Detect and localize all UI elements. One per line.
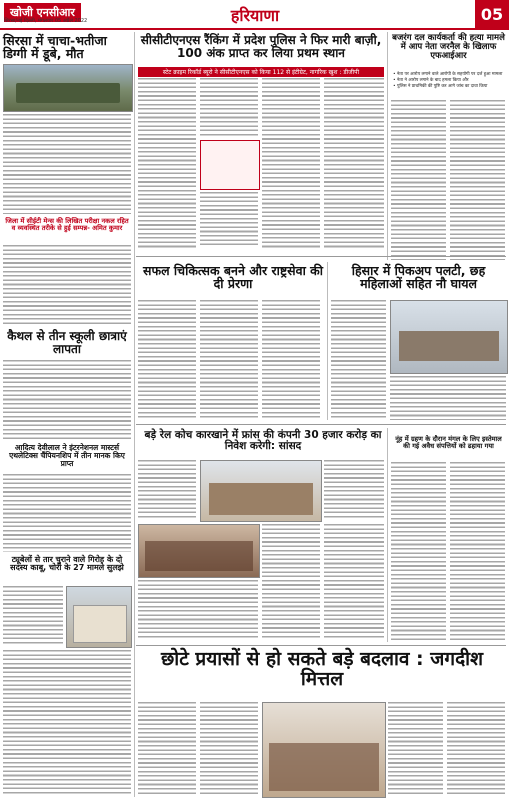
article-body-rail-b [324,460,384,520]
headline-sirsa: सिरसा में चाचा-भतीजा डिग्गी में डूबे, मौत [3,33,107,62]
article-body-doctor-a [138,300,196,420]
article-body-cctns-b [200,78,258,138]
headline-tubewell: ट्यूबेलों से तार चुराने वाले गिरोह के दो सदस्य काबू, चोरी के 27 मामले सुलझे [10,555,124,573]
headline-aditya: आदित्य देवीलाल ने इंटरनेशनल मास्टर्स एथलेटिक्स चैंपियनशिप में तीन मानक किए प्राप्त [9,443,125,468]
article-body-cet [3,245,131,325]
article-body-cctns-d [262,78,320,248]
article-body-sirsa [3,114,131,214]
article-body-hisar-a [331,300,386,420]
dateline: सिरसा/नई दिल्ली, मंगलवार 05 अप्रैल 2022 [4,18,88,24]
article-body-doctor-c [262,300,320,420]
section-title: हरियाणा [230,6,280,25]
column-rule [327,262,328,420]
article-body-rail-e [324,524,384,640]
headline-cctns: सीसीटीएनएस रैंकिंग में प्रदेश पुलिस ने फिर मारी बाज़ी, 100 अंक प्राप्त कर लिया प्रथम स्थान [140,33,382,60]
article-body-tubewell-a [3,586,63,646]
bullet-list [393,72,505,90]
article-body-nuh-b [450,462,505,640]
column-rule [387,32,388,260]
subhead-cctns: स्टेट क्राइम रिकॉर्ड ब्यूरो ने सीसीटीएनएस को किया 112 से इंटीग्रेट, नागरिक खुश : डीजीपी [138,67,384,77]
article-body-aditya [3,474,131,552]
headline-kaithal: कैथल से तीन स्कूली छात्राएं लापता [7,329,127,356]
photo-meeting [390,300,508,374]
section-rule [136,424,506,425]
headline-bajrang: बजरंग दल कार्यकर्ता की हत्या मामले में आप नेता जरनैल के खिलाफ एफआईआर [392,33,505,61]
bullet-item: • नेता ने आरोप लगाने के बाद हमला किया और [393,78,469,83]
headline-hisar: हिसार में पिकअप पलटी, छह महिलाओं सहित नौ घायल [351,263,486,292]
article-body-rail-c [138,580,258,640]
photo-building [66,586,132,648]
brand-logo: खोजी एनसीआर [4,3,81,22]
article-body-jagdish-a [138,702,196,796]
headline-jagdish: छोटे प्रयासों से हो सकते बड़े बदलाव : जगदीश मित्तल [160,648,483,690]
photo-group [200,460,322,522]
article-body-rail-d [262,524,320,640]
column-rule [134,32,135,797]
article-body-cctns-a [138,78,196,248]
article-body-tubewell-b [3,650,131,795]
article-body-rail-a [138,460,196,520]
article-body-nuh-a [391,462,446,640]
article-body-kaithal [3,360,131,440]
article-body-hisar-b [390,376,506,420]
article-body-jagdish-b [200,702,258,796]
headline-rail-coach: बड़े रेल कोच कारखाने में फ्रांस की कंपनी 30 हजार करोड़ का निवेश करेगी: सांसद [144,429,382,453]
column-rule [387,428,388,642]
article-body-cctns-c [200,192,258,248]
page-number: 05 [475,0,509,28]
headline-doctor: सफल चिकित्सक बनने और राष्ट्रसेवा की दी प्रेरणा [143,263,323,292]
headline-cet: जिला में सीईटी मेन्स की लिखित परीक्षा नकल रहित व व्यवस्थित तरीके से हुई सम्पन्न- अमित कुमार [5,217,129,233]
headline-nuh: नूंह में ग्रहण के दौरान मंगल के लिए इस्तेमाल की गई अवैध संपत्तियों को ढहाया गया [395,435,502,450]
article-body-cctns-e [324,78,384,248]
article-body-doctor-b [200,300,258,420]
bullet-item: • नेता पर आरोप लगाने वाले आरोपी के सहयोगी पर दर्ज हुआ मामला [393,72,503,77]
photo-students [138,524,260,578]
photo-river [3,64,133,112]
section-rule [136,645,506,646]
article-body-bajrang-a [391,100,446,260]
article-body-jagdish-c [388,702,443,796]
highlight-box [200,140,260,190]
section-rule [136,256,506,257]
article-body-bajrang-b [450,100,505,260]
photo-event [262,702,386,798]
article-body-jagdish-d [447,702,505,796]
bullet-item: • पुलिस ने प्राथमिकी की पुष्टि कर आगे जांच का दावा किया [393,84,488,89]
